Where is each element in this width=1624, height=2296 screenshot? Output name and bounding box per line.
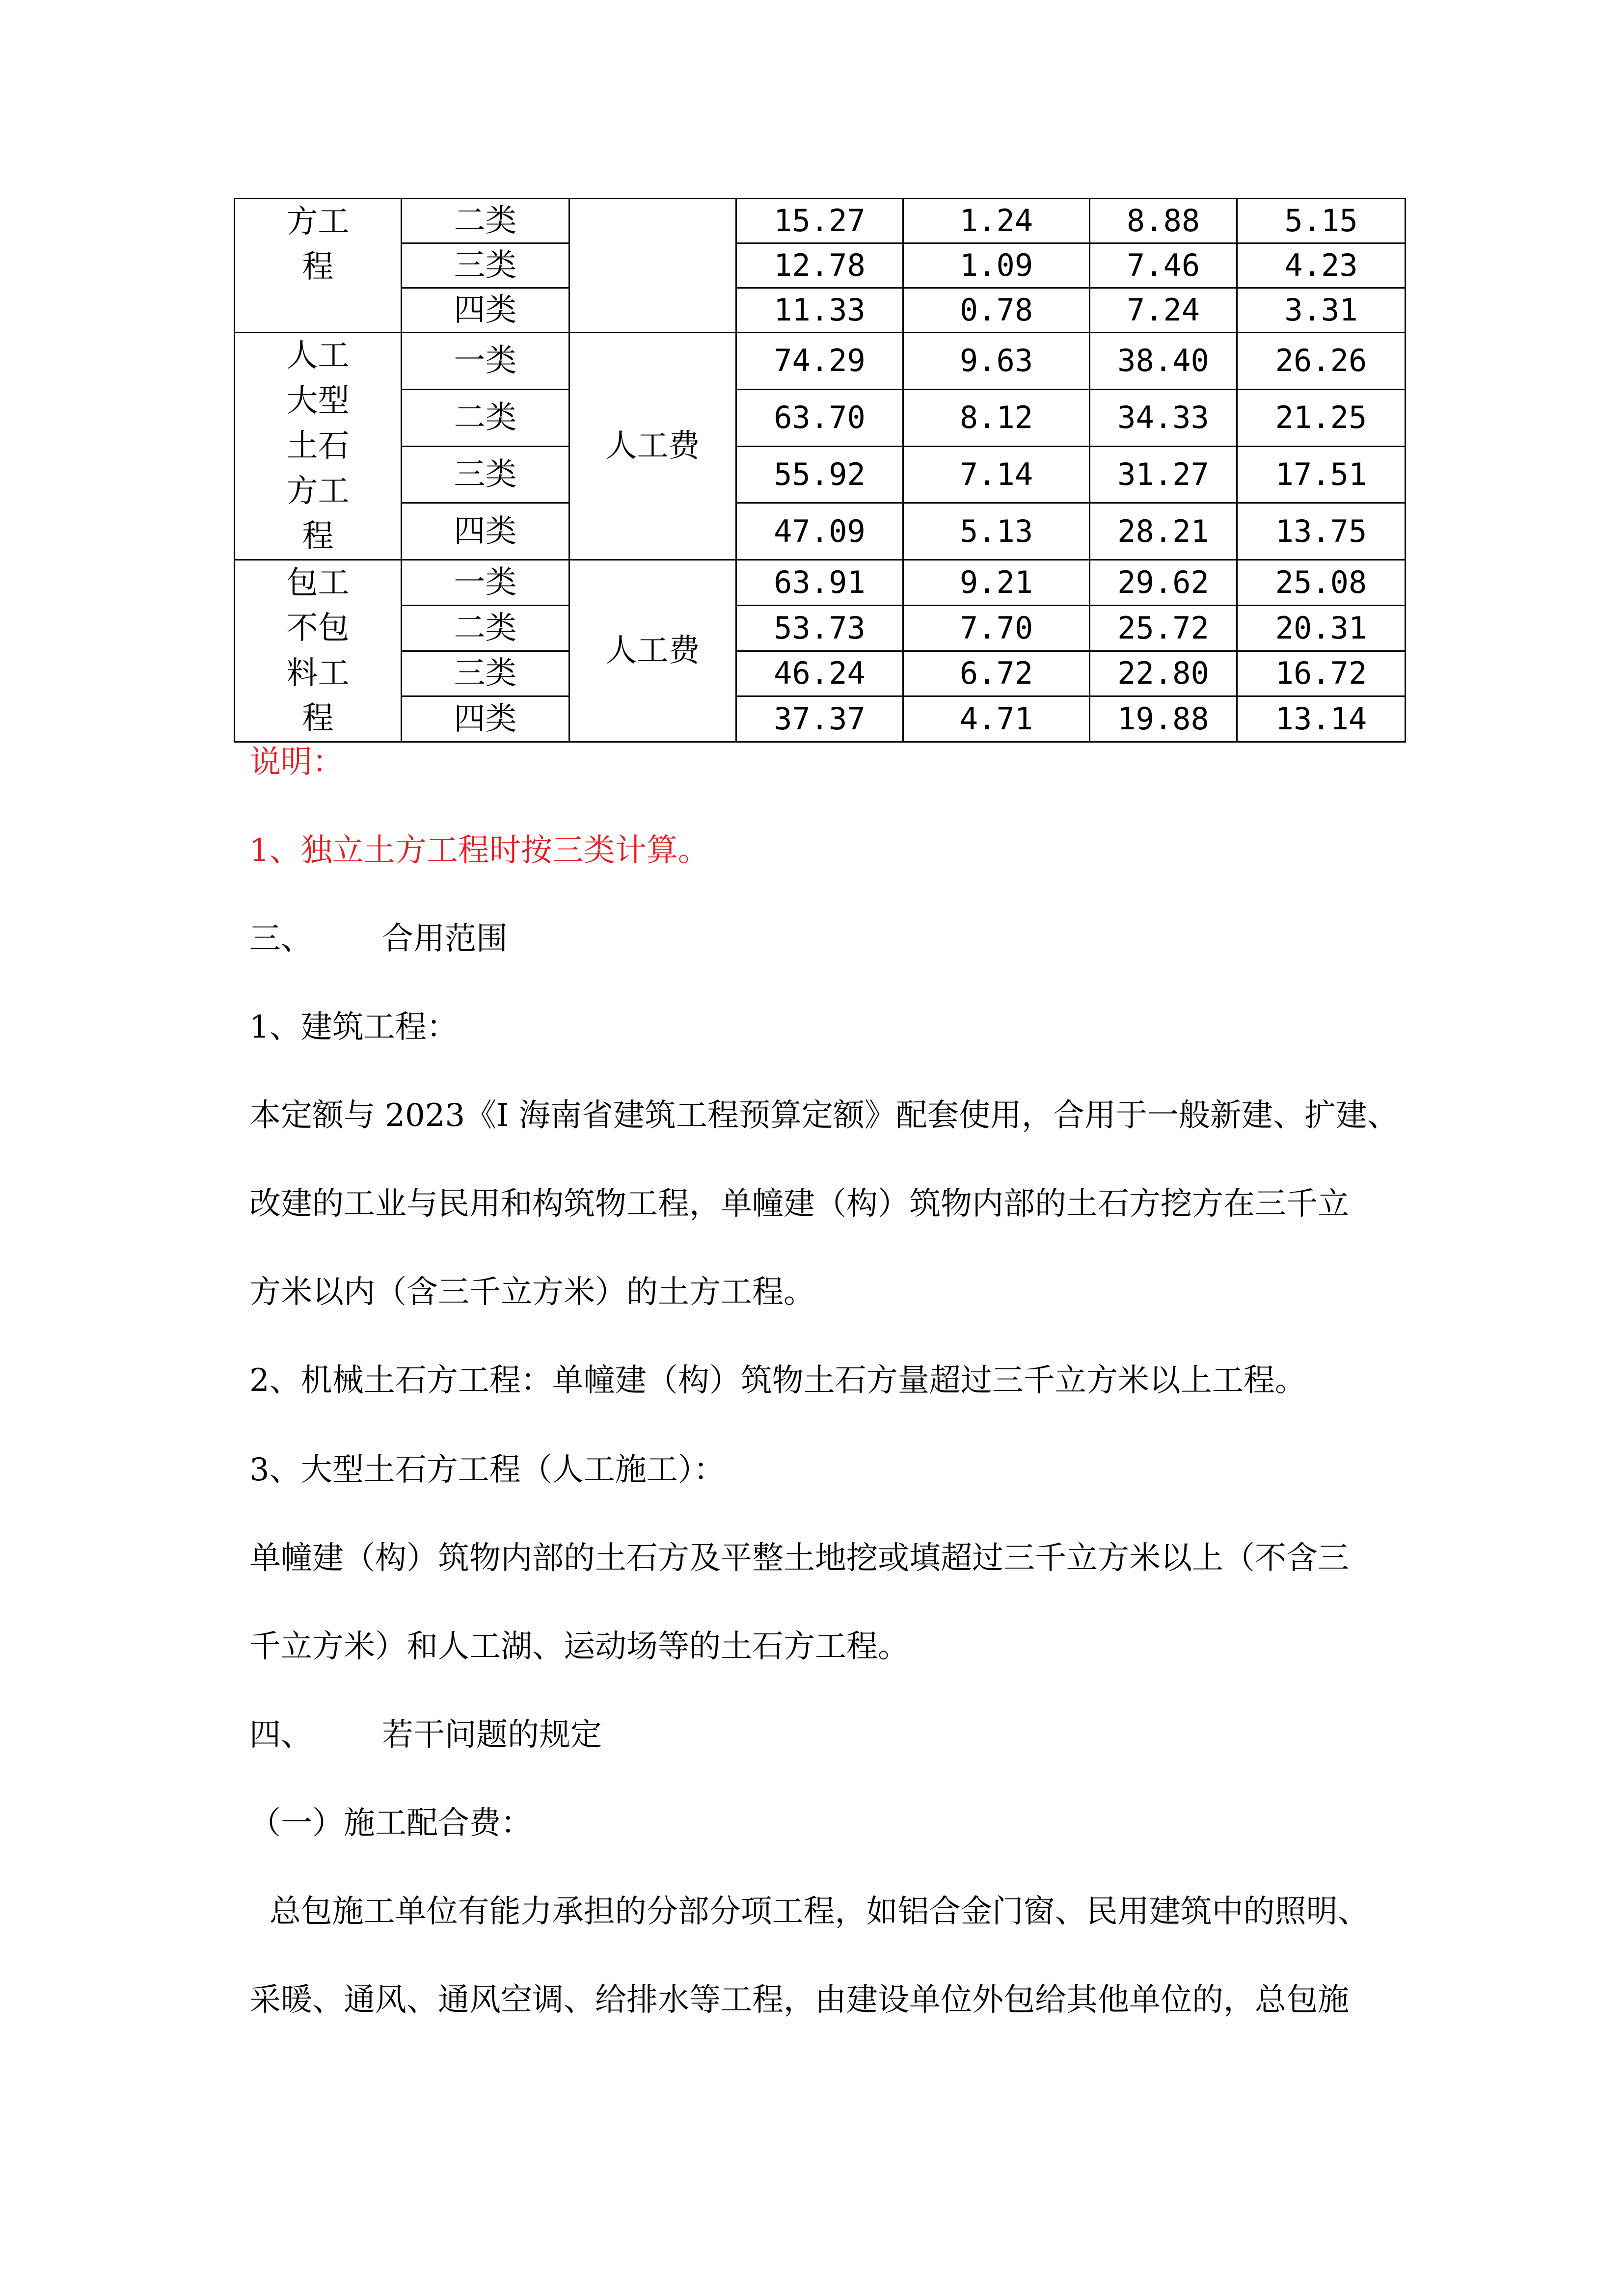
section-title: 若干问题的规定 (382, 1717, 602, 1753)
group-name: 方工程 (286, 204, 350, 285)
value-cell: 26.26 (1237, 333, 1406, 390)
value-cell: 28.21 (1090, 503, 1237, 560)
value-cell: 19.88 (1090, 696, 1237, 742)
value-cell: 46.24 (736, 651, 903, 696)
table-row (235, 605, 1406, 651)
soil-class-cell: 四类 (402, 288, 569, 333)
table-row (235, 696, 1406, 742)
value-cell: 13.14 (1237, 696, 1406, 742)
value-cell: 25.08 (1237, 560, 1406, 606)
notes-title: 说明： (249, 744, 344, 780)
table-row (235, 199, 1406, 243)
table-row (235, 389, 1406, 446)
soil-class-cell: 三类 (402, 243, 569, 288)
soil-class-cell: 二类 (402, 389, 569, 446)
value-cell: 25.72 (1090, 605, 1237, 651)
group-name-cell (235, 199, 402, 333)
paragraph: 1、建筑工程： (249, 1009, 458, 1045)
paragraph: 千立方米）和人工湖、运动场等的土石方工程。 (249, 1629, 909, 1665)
value-cell: 21.25 (1237, 389, 1406, 446)
value-cell: 9.63 (903, 333, 1090, 390)
value-cell: 15.27 (736, 199, 903, 243)
value-cell: 34.33 (1090, 389, 1237, 446)
value-cell: 8.88 (1090, 199, 1237, 243)
fee-type-cell: 人工费 (569, 560, 736, 742)
paragraph: 3、大型土石方工程（人工施工）： (249, 1452, 725, 1488)
value-cell: 38.40 (1090, 333, 1237, 390)
paragraph: 采暖、通风、通风空调、给排水等工程，由建设单位外包给其他单位的，总包施 (249, 1982, 1349, 2018)
value-cell: 63.70 (736, 389, 903, 446)
soil-class-cell: 二类 (402, 605, 569, 651)
value-cell: 47.09 (736, 503, 903, 560)
paragraph: （一）施工配合费： (249, 1805, 532, 1842)
fee-type-cell: 人工费 (569, 333, 736, 560)
table-row (235, 333, 1406, 390)
value-cell: 5.15 (1237, 199, 1406, 243)
value-cell: 11.33 (736, 288, 903, 333)
value-cell: 12.78 (736, 243, 903, 288)
rate-table (234, 198, 1406, 743)
value-cell: 37.37 (736, 696, 903, 742)
section-number: 四、 (249, 1717, 312, 1753)
value-cell: 74.29 (736, 333, 903, 390)
group-name: 人工大型土石方工程 (286, 338, 350, 555)
table-row (235, 243, 1406, 288)
soil-class-cell: 四类 (402, 503, 569, 560)
value-cell: 1.24 (903, 199, 1090, 243)
section-heading (249, 1713, 602, 1757)
value-cell: 8.12 (903, 389, 1090, 446)
paragraph: 本定额与 2023《I 海南省建筑工程预算定额》配套使用，合用于一般新建、扩建、 (249, 1097, 1399, 1134)
value-cell: 4.71 (903, 696, 1090, 742)
table-row (235, 503, 1406, 560)
soil-class-cell: 一类 (402, 333, 569, 390)
soil-class-cell: 三类 (402, 651, 569, 696)
paragraph: 方米以内（含三千立方米）的土方工程。 (249, 1274, 815, 1310)
value-cell: 7.14 (903, 446, 1090, 503)
value-cell: 7.70 (903, 605, 1090, 651)
group-name: 包工不包料工程 (286, 565, 350, 737)
value-cell: 16.72 (1237, 651, 1406, 696)
soil-class-cell: 一类 (402, 560, 569, 606)
value-cell: 5.13 (903, 503, 1090, 560)
value-cell: 31.27 (1090, 446, 1237, 503)
value-cell: 53.73 (736, 605, 903, 651)
table-row (235, 446, 1406, 503)
table-row (235, 560, 1406, 606)
value-cell: 55.92 (736, 446, 903, 503)
value-cell: 0.78 (903, 288, 1090, 333)
value-cell: 4.23 (1237, 243, 1406, 288)
table-row (235, 288, 1406, 333)
value-cell: 17.51 (1237, 446, 1406, 503)
section-title: 合用范围 (382, 921, 508, 957)
value-cell: 63.91 (736, 560, 903, 606)
group-name-cell (235, 560, 402, 742)
soil-class-cell: 四类 (402, 696, 569, 742)
section-number: 三、 (249, 921, 312, 957)
value-cell: 13.75 (1237, 503, 1406, 560)
fee-type-cell (569, 199, 736, 333)
paragraph: 总包施工单位有能力承担的分部分项工程，如铝合金门窗、民用建筑中的照明、 (249, 1894, 1369, 1930)
value-cell: 1.09 (903, 243, 1090, 288)
soil-class-cell: 二类 (402, 199, 569, 243)
notes-item-1: 1、独立土方工程时按三类计算。 (249, 832, 709, 869)
value-cell: 22.80 (1090, 651, 1237, 696)
paragraph: 改建的工业与民用和构筑物工程，单幢建（构）筑物内部的土石方挖方在三千立 (249, 1186, 1349, 1222)
paragraph: 2、机械土石方工程：单幢建（构）筑物土石方量超过三千立方米以上工程。 (249, 1362, 1306, 1399)
value-cell: 3.31 (1237, 288, 1406, 333)
section-heading (249, 917, 508, 961)
table-row (235, 651, 1406, 696)
paragraph: 单幢建（构）筑物内部的土石方及平整土地挖或填超过三千立方米以上（不含三 (249, 1540, 1349, 1576)
value-cell: 6.72 (903, 651, 1090, 696)
value-cell: 7.46 (1090, 243, 1237, 288)
value-cell: 20.31 (1237, 605, 1406, 651)
value-cell: 29.62 (1090, 560, 1237, 606)
value-cell: 9.21 (903, 560, 1090, 606)
group-name-cell (235, 333, 402, 560)
soil-class-cell: 三类 (402, 446, 569, 503)
value-cell: 7.24 (1090, 288, 1237, 333)
